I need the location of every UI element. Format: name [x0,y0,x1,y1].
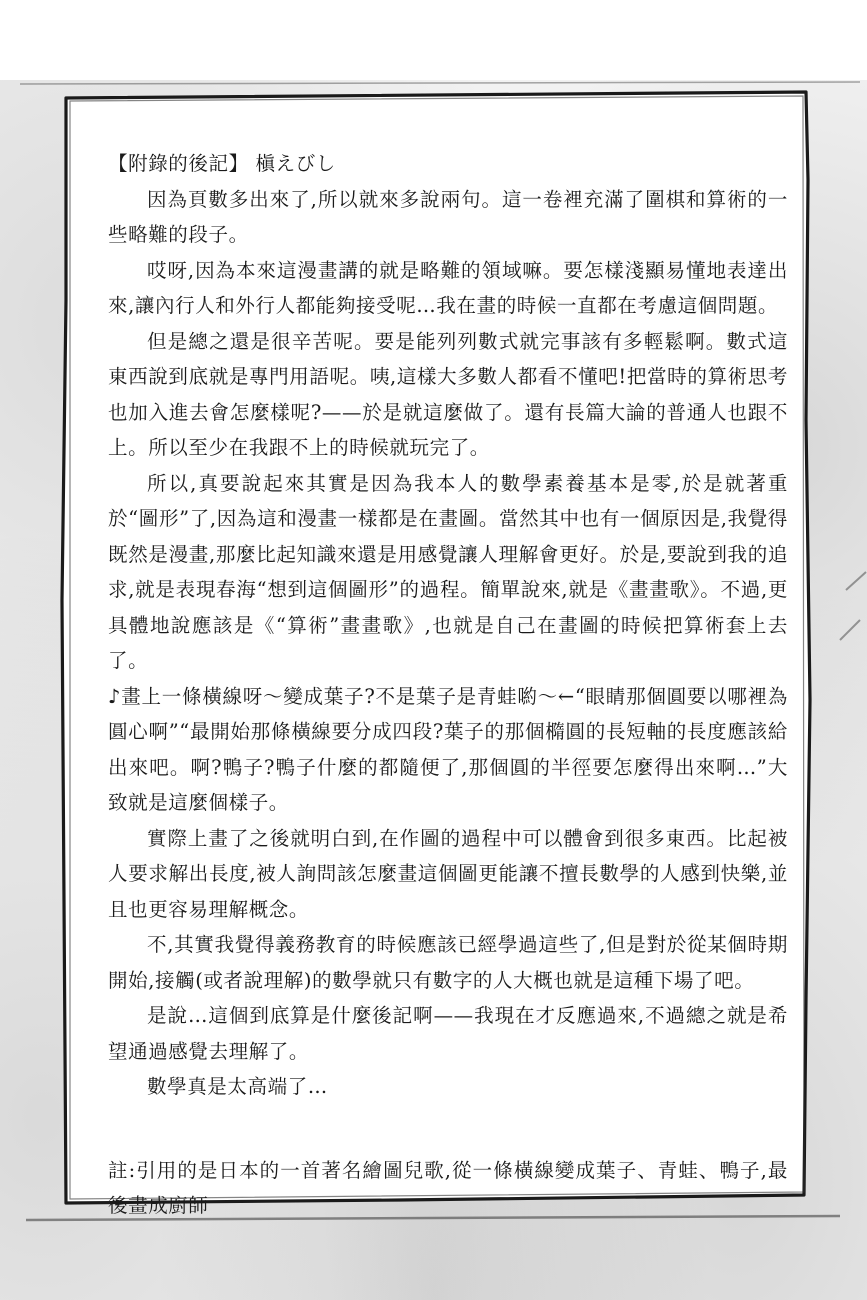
afterword-heading: 【附錄的後記】 槇えびし [108,152,336,175]
song-paragraph: ♪畫上一條橫線呀～變成葉子?不是葉子是青蛙喲～←“眼睛那個圓要以哪裡為圓心啊”“最開始那條橫線要分成四段?葉子的那個橢圓的長短軸的長度應該給出來吧。啊?鴨子?鴨子什麼的都隨便了,那個圓的半徑要怎麼得出來啊…”大致就是這麼個樣子。 [108,684,788,814]
afterword-text [108,146,788,1224]
paragraph-4: 所以,真要說起來其實是因為我本人的數學素養基本是零,於是就著重於“圖形”了,因為這和漫畫一樣都是在畫圖。當然其中也有一個原因是,我覺得既然是漫畫,那麼比起知識來還是用感覺讓人理解會更好。於是,要說到我的追求,就是表現春海“想到這個圖形”的過程。簡單說來,就是《畫畫歌》。不過,更具體地說應該是《“算術”畫畫歌》,也就是自己在畫圖的時候把算術套上去了。 [108,471,788,672]
paragraph-1: 因為頁數多出來了,所以就來多說兩句。這一卷裡充滿了圍棋和算術的一些略難的段子。 [108,187,788,246]
paragraph-8: 數學真是太高端了… [147,1075,328,1098]
paragraph-7: 是說…這個到底算是什麼後記啊——我現在才反應過來,不過總之就是希望通過感覺去理解了。 [108,1004,788,1063]
paragraph-5: 實際上畫了之後就明白到,在作圖的過程中可以體會到很多東西。比起被人要求解出長度,被人詢問該怎麼畫這個圖更能讓不擅長數學的人感到快樂,並且也更容易理解概念。 [108,826,788,921]
paragraph-6: 不,其實我覺得義務教育的時候應該已經學過這些了,但是對於從某個時期開始,接觸(或者說理解)的數學就只有數字的人大概也就是這種下場了吧。 [108,933,788,992]
paragraph-3: 但是總之還是很辛苦呢。要是能列列數式就完事該有多輕鬆啊。數式這東西說到底就是專門用語呢。咦,這樣大多數人都看不懂吧!把當時的算術思考也加入進去會怎麼樣呢?——於是就這麼做了。還有長篇大論的普通人也跟不上。所以至少在我跟不上的時候就玩完了。 [108,329,788,459]
paragraph-2: 哎呀,因為本來這漫畫講的就是略難的領域嘛。要怎樣淺顯易懂地表達出來,讓內行人和外行人都能夠接受呢…我在畫的時候一直都在考慮這個問題。 [108,258,788,317]
footnote: 註:引用的是日本的一首著名繪圖兒歌,從一條橫線變成葉子、青蛙、鴨子,最後畫成廚師 [108,1158,788,1217]
